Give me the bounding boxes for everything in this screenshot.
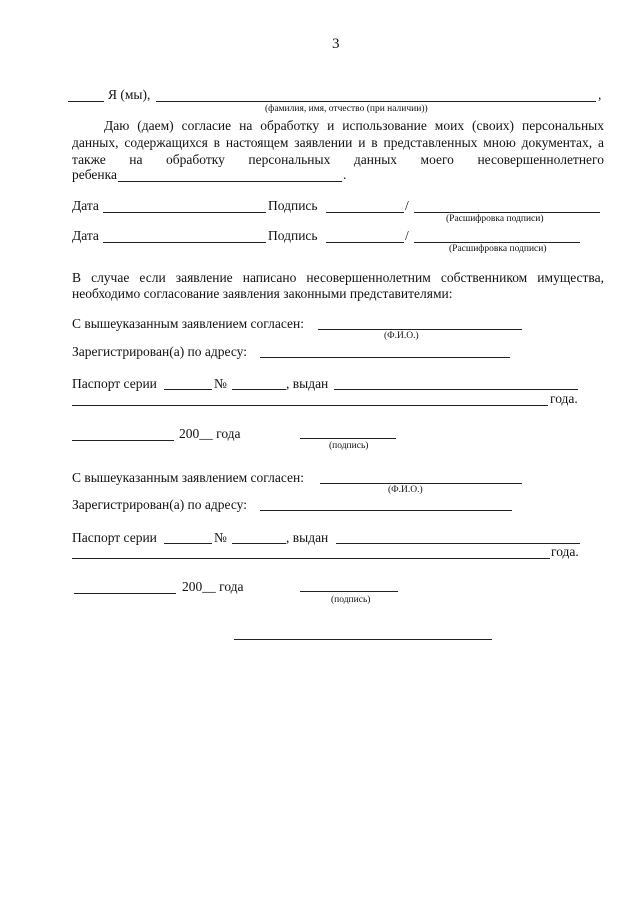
rep2-address-field[interactable] [260,510,512,511]
rep2-issued-by-field-1[interactable] [336,543,580,544]
consent-paragraph-line-3: также на обработку персональных данных моего несовершеннолетнего [72,152,604,167]
rep1-issued-by-field-1[interactable] [334,389,578,390]
rep1-issued-by-field-2[interactable] [72,405,548,406]
child-label: ребенка [72,167,117,182]
rep1-signature-field[interactable] [300,438,396,439]
date-label-2: Дата [72,228,99,243]
date-label-1: Дата [72,198,99,213]
period-mark: . [343,167,347,182]
rep2-number-label: № [214,530,227,545]
signature-label-2: Подпись [268,228,318,243]
slash-mark-2: / [405,228,409,243]
rep1-agreed-label: С вышеуказанным заявлением согласен: [72,316,304,331]
rep1-issued-label: , выдан [286,376,329,391]
minor-note-line-1: В случае если заявление написано несовершеннолетним собственником имущества, [72,270,604,285]
rep2-registered-label: Зарегистрирован(а) по адресу: [72,497,247,512]
signature-label-1: Подпись [268,198,318,213]
rep2-issued-by-field-2[interactable] [72,558,550,559]
signature-field-1[interactable] [326,212,404,213]
rep1-passport-series-field[interactable] [164,389,212,390]
rep2-issued-label: , выдан [286,530,329,545]
rep2-date-field[interactable] [74,593,176,594]
signature-field-2[interactable] [326,242,404,243]
signature-decode-hint-2: (Расшифровка подписи) [449,244,547,254]
rep2-fio-hint: (Ф.И.О.) [388,485,423,495]
rep2-passport-number-field[interactable] [232,543,286,544]
rep2-signature-hint: (подпись) [331,595,371,605]
full-name-field[interactable] [156,101,596,102]
consent-paragraph-line-2: данных, содержащихся в настоящем заявлении и в представленных мною документах, а [72,135,604,150]
rep1-number-label: № [214,376,227,391]
full-name-hint: (фамилия, имя, отчество (при наличии)) [265,104,428,114]
rep1-signature-hint: (подпись) [329,441,369,451]
date-field-1[interactable] [103,212,266,213]
rep2-signature-field[interactable] [300,591,398,592]
i-we-leading-line [68,101,104,102]
rep1-address-field[interactable] [260,357,510,358]
rep1-passport-series-label: Паспорт серии [72,376,157,391]
rep1-year-suffix: года. [550,391,578,406]
closing-divider [234,639,492,640]
rep2-agreed-label: С вышеуказанным заявлением согласен: [72,470,304,485]
rep2-passport-series-field[interactable] [164,543,212,544]
rep1-registered-label: Зарегистрирован(а) по адресу: [72,344,247,359]
rep1-fio-hint: (Ф.И.О.) [384,331,419,341]
comma-mark: , [598,87,602,102]
signature-decode-field-2[interactable] [414,242,580,243]
signature-decode-hint-1: (Расшифровка подписи) [446,214,544,224]
rep1-passport-number-field[interactable] [232,389,286,390]
rep1-date-field[interactable] [72,440,174,441]
rep2-passport-series-label: Паспорт серии [72,530,157,545]
rep1-fio-field[interactable] [318,329,522,330]
consent-paragraph-line-1: Даю (даем) согласие на обработку и использование моих (своих) персональных [104,118,604,133]
rep2-fio-field[interactable] [320,483,522,484]
minor-note-line-2: необходимо согласование заявления законными представителями: [72,286,453,301]
rep2-date-year: 200__ года [182,579,244,594]
date-field-2[interactable] [103,242,266,243]
page-number: 3 [332,36,340,52]
rep1-date-year: 200__ года [179,426,241,441]
slash-mark-1: / [405,198,409,213]
signature-decode-field-1[interactable] [414,212,600,213]
rep2-year-suffix: года. [551,544,579,559]
i-we-label: Я (мы), [108,87,151,102]
child-name-field[interactable] [118,181,342,182]
